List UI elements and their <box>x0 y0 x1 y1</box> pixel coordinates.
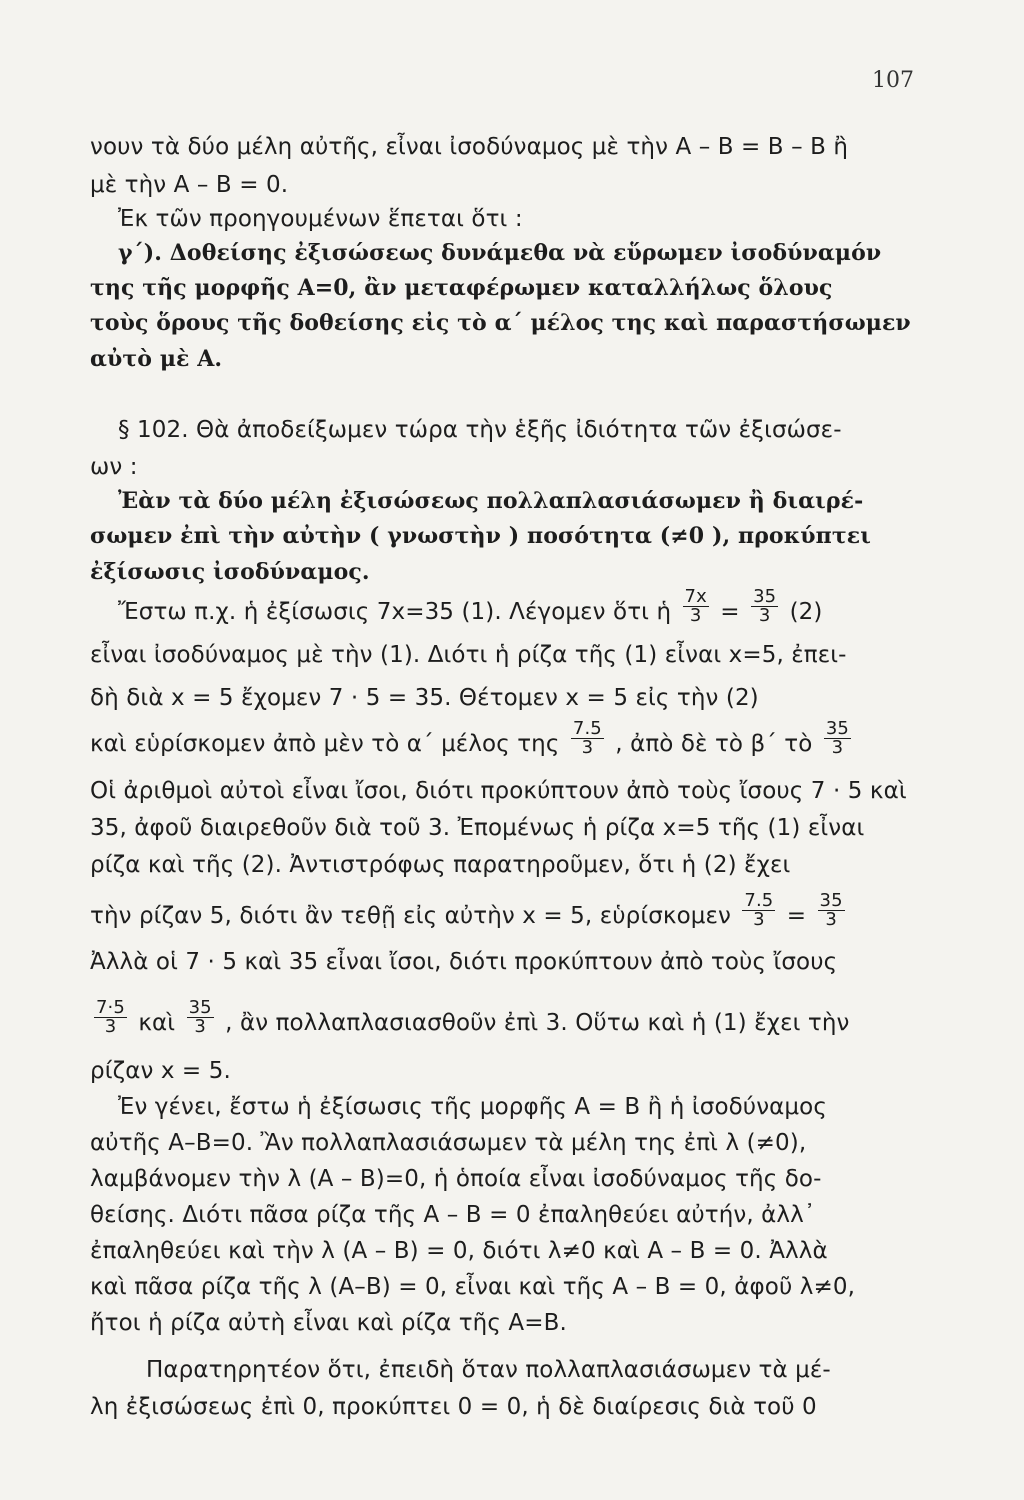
rule-heading-line: γ΄). Δοθείσης ἐξισώσεως δυνάμεθα νὰ εὕρωμεν ἰσοδύναμόν <box>118 240 882 266</box>
text-line: Παρατηρητέον ὅτι, ἐπειδὴ ὅταν πολλαπλασιάσωμεν τὰ μέ- <box>146 1357 831 1383</box>
section-heading-line: § 102. Θὰ ἀποδείξωμεν τώρα τὴν ἑξῆς ἰδιότητα τῶν ἐξισώσε- <box>118 417 842 443</box>
text-segment: καὶ εὑρίσκομεν ἀπὸ μὲν τὸ α΄ μέλος της <box>90 731 560 757</box>
text-segment: , ἂν πολλαπλασιασθοῦν ἐπὶ 3. Οὕτω καὶ ἡ (1) ἔχει τὴν <box>225 1010 850 1036</box>
text-line: νουν τὰ δύο μέλη αὐτῆς, εἶναι ἰσοδύναμος μὲ τὴν A – B = B – B ἢ <box>90 134 849 160</box>
text-line: μὲ τὴν A – B = 0. <box>90 172 289 198</box>
text-line: ρίζα καὶ τῆς (2). Ἀντιστρόφως παρατηροῦμεν, ὅτι ἡ (2) ἔχει <box>90 852 791 878</box>
text-line: λη ἐξισώσεως ἐπὶ 0, προκύπτει 0 = 0, ἡ δὲ διαίρεσις διὰ τοῦ 0 <box>90 1394 817 1420</box>
rule-text-line: τοὺς ὅρους τῆς δοθείσης εἰς τὸ α΄ μέλος της καὶ παραστήσωμεν <box>90 310 911 336</box>
text-line: Ἐν γένει, ἔστω ἡ ἐξίσωσις τῆς μορφῆς A = B ἢ ἡ ἰσοδύναμος <box>118 1094 827 1120</box>
theorem-line: ἐξίσωσις ἰσοδύναμος. <box>90 559 370 585</box>
text-line: ων : <box>90 454 138 480</box>
text-line: καὶ πᾶσα ρίζα τῆς λ (A–B) = 0, εἶναι καὶ τῆς A – B = 0, ἀφοῦ λ≠0, <box>90 1274 855 1300</box>
rule-text-line: αὐτὸ μὲ A. <box>90 346 223 372</box>
text-line: ἐπαληθεύει καὶ τὴν λ (A – B) = 0, διότι λ≠0 καὶ A – B = 0. Ἀλλὰ <box>90 1238 828 1264</box>
text-line <box>90 890 938 935</box>
text-line: Οἱ ἀριθμοὶ αὐτοὶ εἶναι ἴσοι, διότι προκύπτουν ἀπὸ τοὺς ἴσους 7 · 5 καὶ <box>90 778 907 804</box>
text-line: 35, ἀφοῦ διαιρεθοῦν διὰ τοῦ 3. Ἐπομένως ἡ ρίζα x=5 τῆς (1) εἶναι <box>90 815 865 841</box>
fraction-35-over-3: $\frac{35}{3}$ <box>825 718 849 758</box>
text-line: δὴ διὰ x = 5 ἔχομεν 7 · 5 = 35. Θέτομεν x = 5 εἰς τὴν (2) <box>90 685 759 711</box>
text-line: Ἀλλὰ οἱ 7 · 5 καὶ 35 εἶναι ἴσοι, διότι προκύπτουν ἀπὸ τοὺς ἴσους <box>90 949 838 975</box>
text-segment: , ἀπὸ δὲ τὸ β΄ τὸ <box>615 731 813 757</box>
fraction-7-5-over-3: $\frac{7\cdot 5}{3}$ <box>96 997 125 1037</box>
text-line: θείσης. Διότι πᾶσα ρίζα τῆς A – B = 0 ἐπαληθεύει αὐτήν, ἀλλ᾽ <box>90 1202 816 1228</box>
example-text: Ἔστω π.χ. ἡ ἐξίσωσις 7x=35 (1). Λέγομεν ὅτι ἡ <box>118 599 672 625</box>
example-line <box>118 586 938 631</box>
theorem-line: σωμεν ἐπὶ τὴν αὐτὴν ( γνωστὴν ) ποσότητα (≠0 ), προκύπτει <box>90 523 871 549</box>
rule-text-line: της τῆς μορφῆς A=0, ἂν μεταφέρωμεν καταλλήλως ὅλους <box>90 275 833 301</box>
text-segment: τὴν ρίζαν 5, διότι ἂν τεθῇ εἰς αὐτὴν x = 5, εὑρίσκομεν <box>90 903 731 929</box>
equals-sign: = <box>720 599 740 625</box>
text-line: λαμβάνομεν τὴν λ (A – B)=0, ἡ ὁποία εἶναι ἰσοδύναμος τῆς δο- <box>90 1166 822 1192</box>
text-line: εἶναι ἰσοδύναμος μὲ τὴν (1). Διότι ἡ ρίζα τῆς (1) εἶναι x=5, ἐπει- <box>90 642 847 668</box>
text-line <box>90 718 938 763</box>
theorem-line: Ἐὰν τὰ δύο μέλη ἐξισώσεως πολλαπλασιάσωμεν ἢ διαιρέ- <box>118 488 864 514</box>
text-line: ρίζαν x = 5. <box>90 1058 231 1084</box>
equation-label: (2) <box>789 599 823 625</box>
fraction-35-over-3: $\frac{35}{3}$ <box>753 586 777 626</box>
text-line: Ἐκ τῶν προηγουμένων ἕπεται ὅτι : <box>118 206 523 232</box>
fraction-7-5-over-3: $\frac{7.5}{3}$ <box>744 890 774 930</box>
text-line <box>90 997 938 1042</box>
fraction-7-5-over-3: $\frac{7.5}{3}$ <box>572 718 602 758</box>
text-segment: καὶ <box>138 1010 176 1036</box>
equals-sign: = <box>786 903 807 929</box>
fraction-35-over-3: $\frac{35}{3}$ <box>188 997 212 1037</box>
page-number: 107 <box>872 68 914 93</box>
fraction-35-over-3: $\frac{35}{3}$ <box>819 890 843 930</box>
text-line: αὐτῆς A–B=0. Ἂν πολλαπλασιάσωμεν τὰ μέλη της ἐπὶ λ (≠0), <box>90 1130 807 1156</box>
fraction-7x-over-3: $\frac{7x}{3}$ <box>684 586 707 626</box>
text-line: ἤτοι ἡ ρίζα αὐτὴ εἶναι καὶ ρίζα τῆς A=B. <box>90 1310 567 1336</box>
